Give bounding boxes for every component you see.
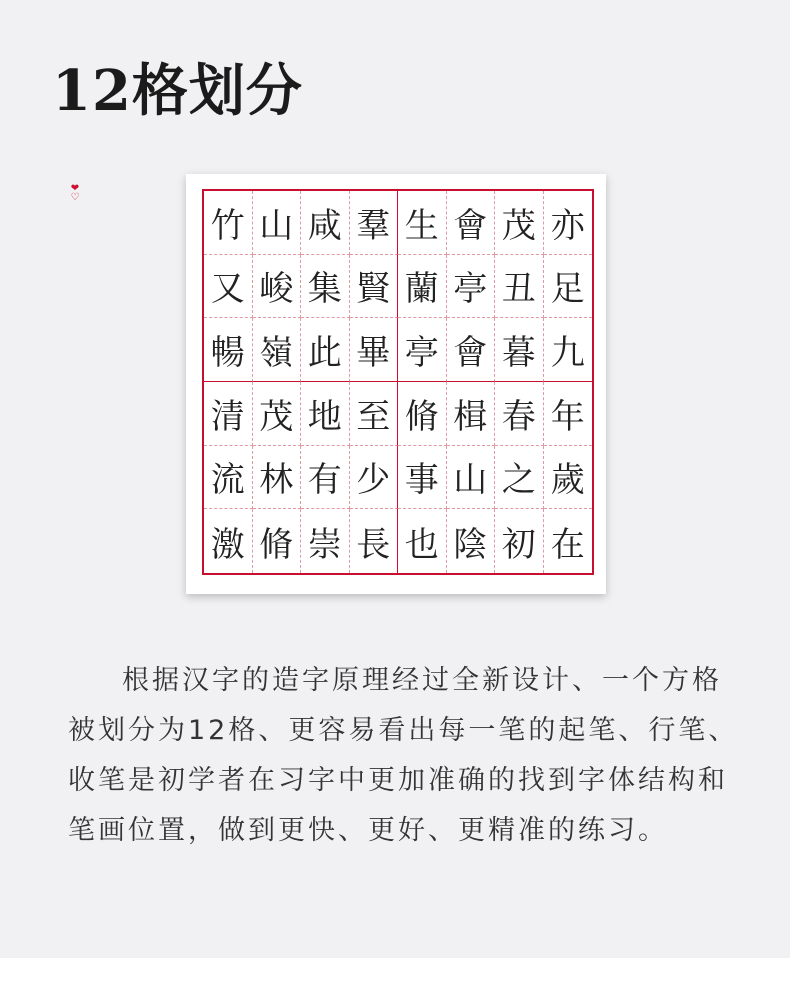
page-footer-area: [0, 958, 790, 1001]
grid-cell: 暮: [495, 318, 544, 382]
grid-cell: 脩: [398, 382, 447, 446]
grid-cell: 年: [544, 382, 593, 446]
grid-cell: 茂: [495, 191, 544, 255]
grid-cell: 此: [301, 318, 350, 382]
grid-cell: 亦: [544, 191, 593, 255]
grid-cell: 陰: [447, 509, 496, 573]
grid-cell: 賢: [350, 255, 399, 319]
grid-cell: 山: [253, 191, 302, 255]
grid-cell: 會: [447, 191, 496, 255]
grid-cell: 初: [495, 509, 544, 573]
grid-cell: 足: [544, 255, 593, 319]
grid-cell: 竹: [204, 191, 253, 255]
grid-cell: 亭: [398, 318, 447, 382]
heart-outline-icon: ♡: [70, 192, 80, 203]
description-text: [68, 656, 748, 856]
grid-cell: 春: [495, 382, 544, 446]
grid-cell: 羣: [350, 191, 399, 255]
grid-cell: 之: [495, 446, 544, 510]
grid-cell: 畢: [350, 318, 399, 382]
grid-cell: 生: [398, 191, 447, 255]
grid-cell: 也: [398, 509, 447, 573]
grid-cell: 峻: [253, 255, 302, 319]
heart-solid-icon: ❤: [70, 183, 80, 194]
grid-cell: 集: [301, 255, 350, 319]
grid-cell: 暢: [204, 318, 253, 382]
grid-cell: 有: [301, 446, 350, 510]
grid-cell: 流: [204, 446, 253, 510]
grid-cell: 丑: [495, 255, 544, 319]
grid-cell: 山: [447, 446, 496, 510]
grid-cell: 地: [301, 382, 350, 446]
grid-cell: 崇: [301, 509, 350, 573]
grid-cell: 嶺: [253, 318, 302, 382]
grid-cell: 在: [550, 524, 585, 565]
grid-cell: 少: [350, 446, 399, 510]
practice-sheet: [186, 174, 606, 594]
grid-cell: 林: [253, 446, 302, 510]
grid-cell: 長: [350, 509, 399, 573]
grid-cell: 脩: [253, 509, 302, 573]
grid-cell: 清: [204, 382, 253, 446]
calligraphy-grid: [202, 189, 594, 575]
grid-cell: 激: [204, 509, 253, 573]
grid-cell: 九: [544, 318, 593, 382]
heart-icon: [68, 184, 82, 202]
grid-cell: 歲: [544, 446, 593, 510]
page-title: 12格划分: [52, 58, 303, 124]
grid-cell: 楫: [447, 382, 496, 446]
grid-cell: 事: [398, 446, 447, 510]
description-paragraph: 根据汉字的造字原理经过全新设计、一个方格被划分为12格、更容易看出每一笔的起笔、行笔、收笔是初学者在习字中更加准确的找到字体结构和笔画位置，做到更快、更好、更精准的练习。: [68, 665, 739, 846]
grid-cell: 又: [204, 255, 253, 319]
grid-cell: 茂: [253, 382, 302, 446]
grid-cell: 至: [350, 382, 399, 446]
grid-cell: 蘭: [398, 255, 447, 319]
grid-cell: 亭: [447, 255, 496, 319]
grid-cell: 會: [447, 318, 496, 382]
grid-cell: 咸: [301, 191, 350, 255]
